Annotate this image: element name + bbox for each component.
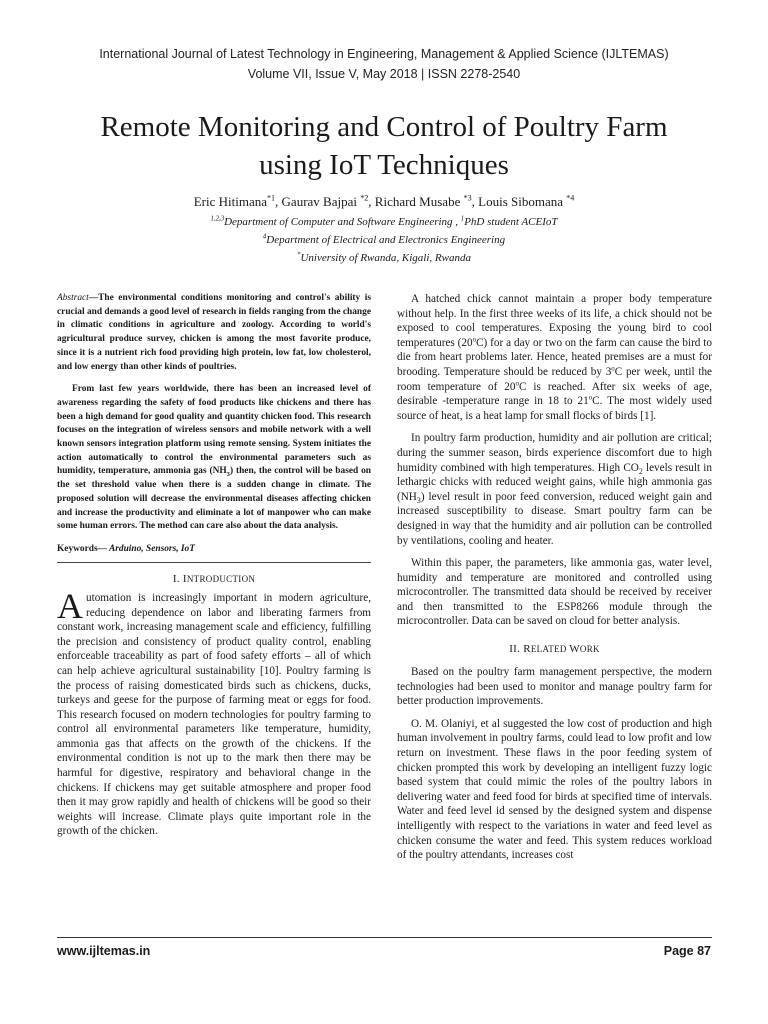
footer-page-number: Page 87 <box>663 944 711 958</box>
introduction-body <box>57 585 371 839</box>
affiliation-line-2 <box>0 231 768 249</box>
journal-name: International Journal of Latest Technology in Engineering, Management & Applied Science (IJLTEMAS) <box>99 47 669 61</box>
paragraph-text: C) for a day or two on the farm can cause the bird to die from heart problems later. Hence, heated premises are a must for brooding. Temperature should be reduced by 3 <box>397 336 712 378</box>
section-heading-related-work <box>397 641 712 657</box>
paragraph-text: In poultry farm production, humidity and air pollution are critical; during the summer season, birds experience discomfort due to high humidity combined with high temperatures. High CO <box>397 432 712 474</box>
title-line-1: Remote Monitoring and Control of Poultry Farm <box>100 111 668 143</box>
affiliation-mark: * <box>297 251 301 259</box>
abstract-text: ) then, the control will be based on the set threshold value when there is a sudden change in climate. The proposed solution will decrease the environmental diseases affecting chicken and increase the productivity and eliminate a lot of manpower who can make some human errors. The method can care also about the data analysis. <box>57 466 371 532</box>
abstract-label: Abstract <box>57 293 89 303</box>
affiliation-text: University of Rwanda, Kigali, Rwanda <box>300 252 471 264</box>
paragraph-perspective: Based on the poultry farm management perspective, the modern technologies had been used to monitor and manage poultry farm for better production improvements. <box>397 666 712 708</box>
footer-url: www.ijltemas.in <box>57 944 151 958</box>
divider <box>57 562 371 563</box>
left-column <box>57 292 371 847</box>
section-title-rest: NTRODUCTION <box>186 573 256 584</box>
paragraph-olaniyi: O. M. Olaniyi, et al suggested the low cost of production and high human involvement in poultry farms, could lead to low profit and low return on investment. These flaws in the poor feeding system of chicken prompted this work by developing an intelligent fuzzy logic based system that could mimic the roles of the poultry labors in delivering water and feed food for birds at specified time of intervals. Water and feed level id sensed by the designed system and dispense intelligently with respect to the variations in water and feed level as chicken consume the water and feed. This system reduces workload of the poultry attendants, increases cost <box>397 717 712 862</box>
affiliation-text: Department of Electrical and Electronics Engineering <box>266 234 506 246</box>
affiliation-mark: 1 <box>460 215 465 223</box>
author-1-mark: *1 <box>266 193 276 203</box>
author-2-mark: *2 <box>360 193 369 203</box>
section-title-initial: W <box>569 643 580 656</box>
paragraph-text: C per week, until the room temperature of 20 <box>397 365 712 393</box>
footer-divider <box>57 937 712 938</box>
affiliation-line-1 <box>0 213 768 231</box>
section-title-rest: ORK <box>579 644 600 655</box>
section-heading-introduction <box>57 571 371 587</box>
abstract <box>57 292 371 534</box>
section-title-rest: ELATED <box>530 644 570 655</box>
section-title-initial: I <box>182 572 187 585</box>
paragraph-text: C is reached. After six weeks of age, desirable -temperature range in 18 to 21 <box>397 380 712 408</box>
paragraph-text: ) level result in poor feed conversion, reduced weight gain and increased susceptibility to disease. Smart poultry farm can be designed in way that the humidity and air pollution can be controlled by ventilations, cooling and heater. <box>397 490 712 547</box>
affiliation-mark: 4 <box>262 233 267 241</box>
abstract-paragraph-2 <box>57 383 371 534</box>
superscript: o <box>588 393 593 402</box>
author-4-mark: *4 <box>566 193 575 203</box>
section-title-initial: R <box>523 643 531 656</box>
journal-header <box>0 44 768 84</box>
paragraph-text: levels result in lethargic chicks with reduced weight gains, while high ammonia gas (NH <box>397 461 712 503</box>
section-number: I. <box>172 572 180 585</box>
affiliation-line-3 <box>0 249 768 267</box>
title-line-2: using IoT Techniques <box>259 149 509 181</box>
superscript: o <box>611 364 615 373</box>
subscript: 3 <box>416 495 421 505</box>
paragraph-text: A hatched chick cannot maintain a proper body temperature without help. In the first three weeks of its life, a chick should not be exposed to cool temperatures. Exposing the young bird to cool temperatures (20 <box>397 293 712 349</box>
author-3: , Richard Musabe <box>368 194 464 209</box>
author-1: Eric Hitimana <box>193 194 267 209</box>
affiliations <box>0 213 768 267</box>
author-4: , Louis Sibomana <box>471 194 567 209</box>
superscript: o <box>472 335 477 344</box>
abstract-text: —The environmental conditions monitoring and control's ability is crucial and demands a good level of research in fields ranging from the change in climatic conditions in agriculture and zoology. According to world's agricultural produce survey, chicken is among the most favorite produce, since it is a nutrient rich food providing high protein, low fat, low cholesterol, and low energy than other kinds of poultries. <box>57 293 371 372</box>
paragraph-parameters: Within this paper, the parameters, like ammonia gas, water level, humidity and temperature are monitored and controlled using microcontroller. The transmitted data should be received by receiver and then transmitted to the ESP8266 module through the microcontroller. Data can be saved on cloud for better analysis. <box>397 557 712 628</box>
paper-title <box>0 108 768 184</box>
subscript: 3 <box>226 471 230 479</box>
subscript: 2 <box>638 466 643 476</box>
author-list <box>0 194 768 210</box>
superscript: o <box>515 378 519 387</box>
abstract-paragraph-1 <box>57 292 371 374</box>
paragraph-text: C. The most widely used source of heat, is a heat lamp for small flocks of birds [1]. <box>397 395 712 422</box>
abstract-text: From last few years worldwide, there has been an increased level of awareness regarding the safety of food products like chickens and there has been a high demand for good quality and quantity chicken food. This research focuses on the integration of wireless sensors and mobile network with a well known sensors integration platform using remote sensing. System initiates the action automatically to control the environmental parameters such as humidity, temperature, ammonia gas (NH <box>57 384 371 477</box>
affiliation-text: Department of Computer and Software Engineering , <box>224 216 461 228</box>
paragraph-humidity <box>397 431 712 548</box>
keywords-label: Keywords— <box>57 543 107 554</box>
keywords-value: Arduino, Sensors, IoT <box>107 543 195 554</box>
author-3-mark: *3 <box>463 193 472 203</box>
paragraph-temperature <box>397 292 712 423</box>
affiliation-mark: 1,2,3 <box>210 215 225 223</box>
section-number: II. <box>509 643 521 656</box>
affiliation-text: PhD student ACEIoT <box>464 216 558 228</box>
introduction-paragraph <box>57 585 371 839</box>
paragraph-text: utomation is increasingly important in modern agriculture, reducing dependence on labor and liberating farmers from constant work, increasing management scale and efficiency, fulfilling the precision and consistency of product quality control, enabling enforceable traceability as part of food safety efforts – all of which can help achieve agricultural sustainability [10]. Poultry farming is the process of raising domesticated birds such as chickens, ducks, turkeys and geese for the purpose of farming meat or eggs for food. This research focused on modern technologies for poultry farming to control all environmental parameters like temperature, humidity, ammonia gas that affects on the growth of the chickens. If the environmental condition is not up to the mark then there may be harmful for digestive, respiratory and behavioral change in the chickens. If chickens may get suitable atmosphere and proper food then it may grow rapidly and health of chickens will be good so their weights will increase. Climate plays quite important role in the growth of the chicken. <box>57 591 371 838</box>
right-column <box>397 292 712 871</box>
keywords <box>57 543 371 556</box>
journal-volume: Volume VII, Issue V, May 2018 | ISSN 2278-2540 <box>247 67 521 81</box>
drop-cap: A <box>57 585 83 626</box>
author-2: , Gaurav Bajpai <box>275 194 361 209</box>
